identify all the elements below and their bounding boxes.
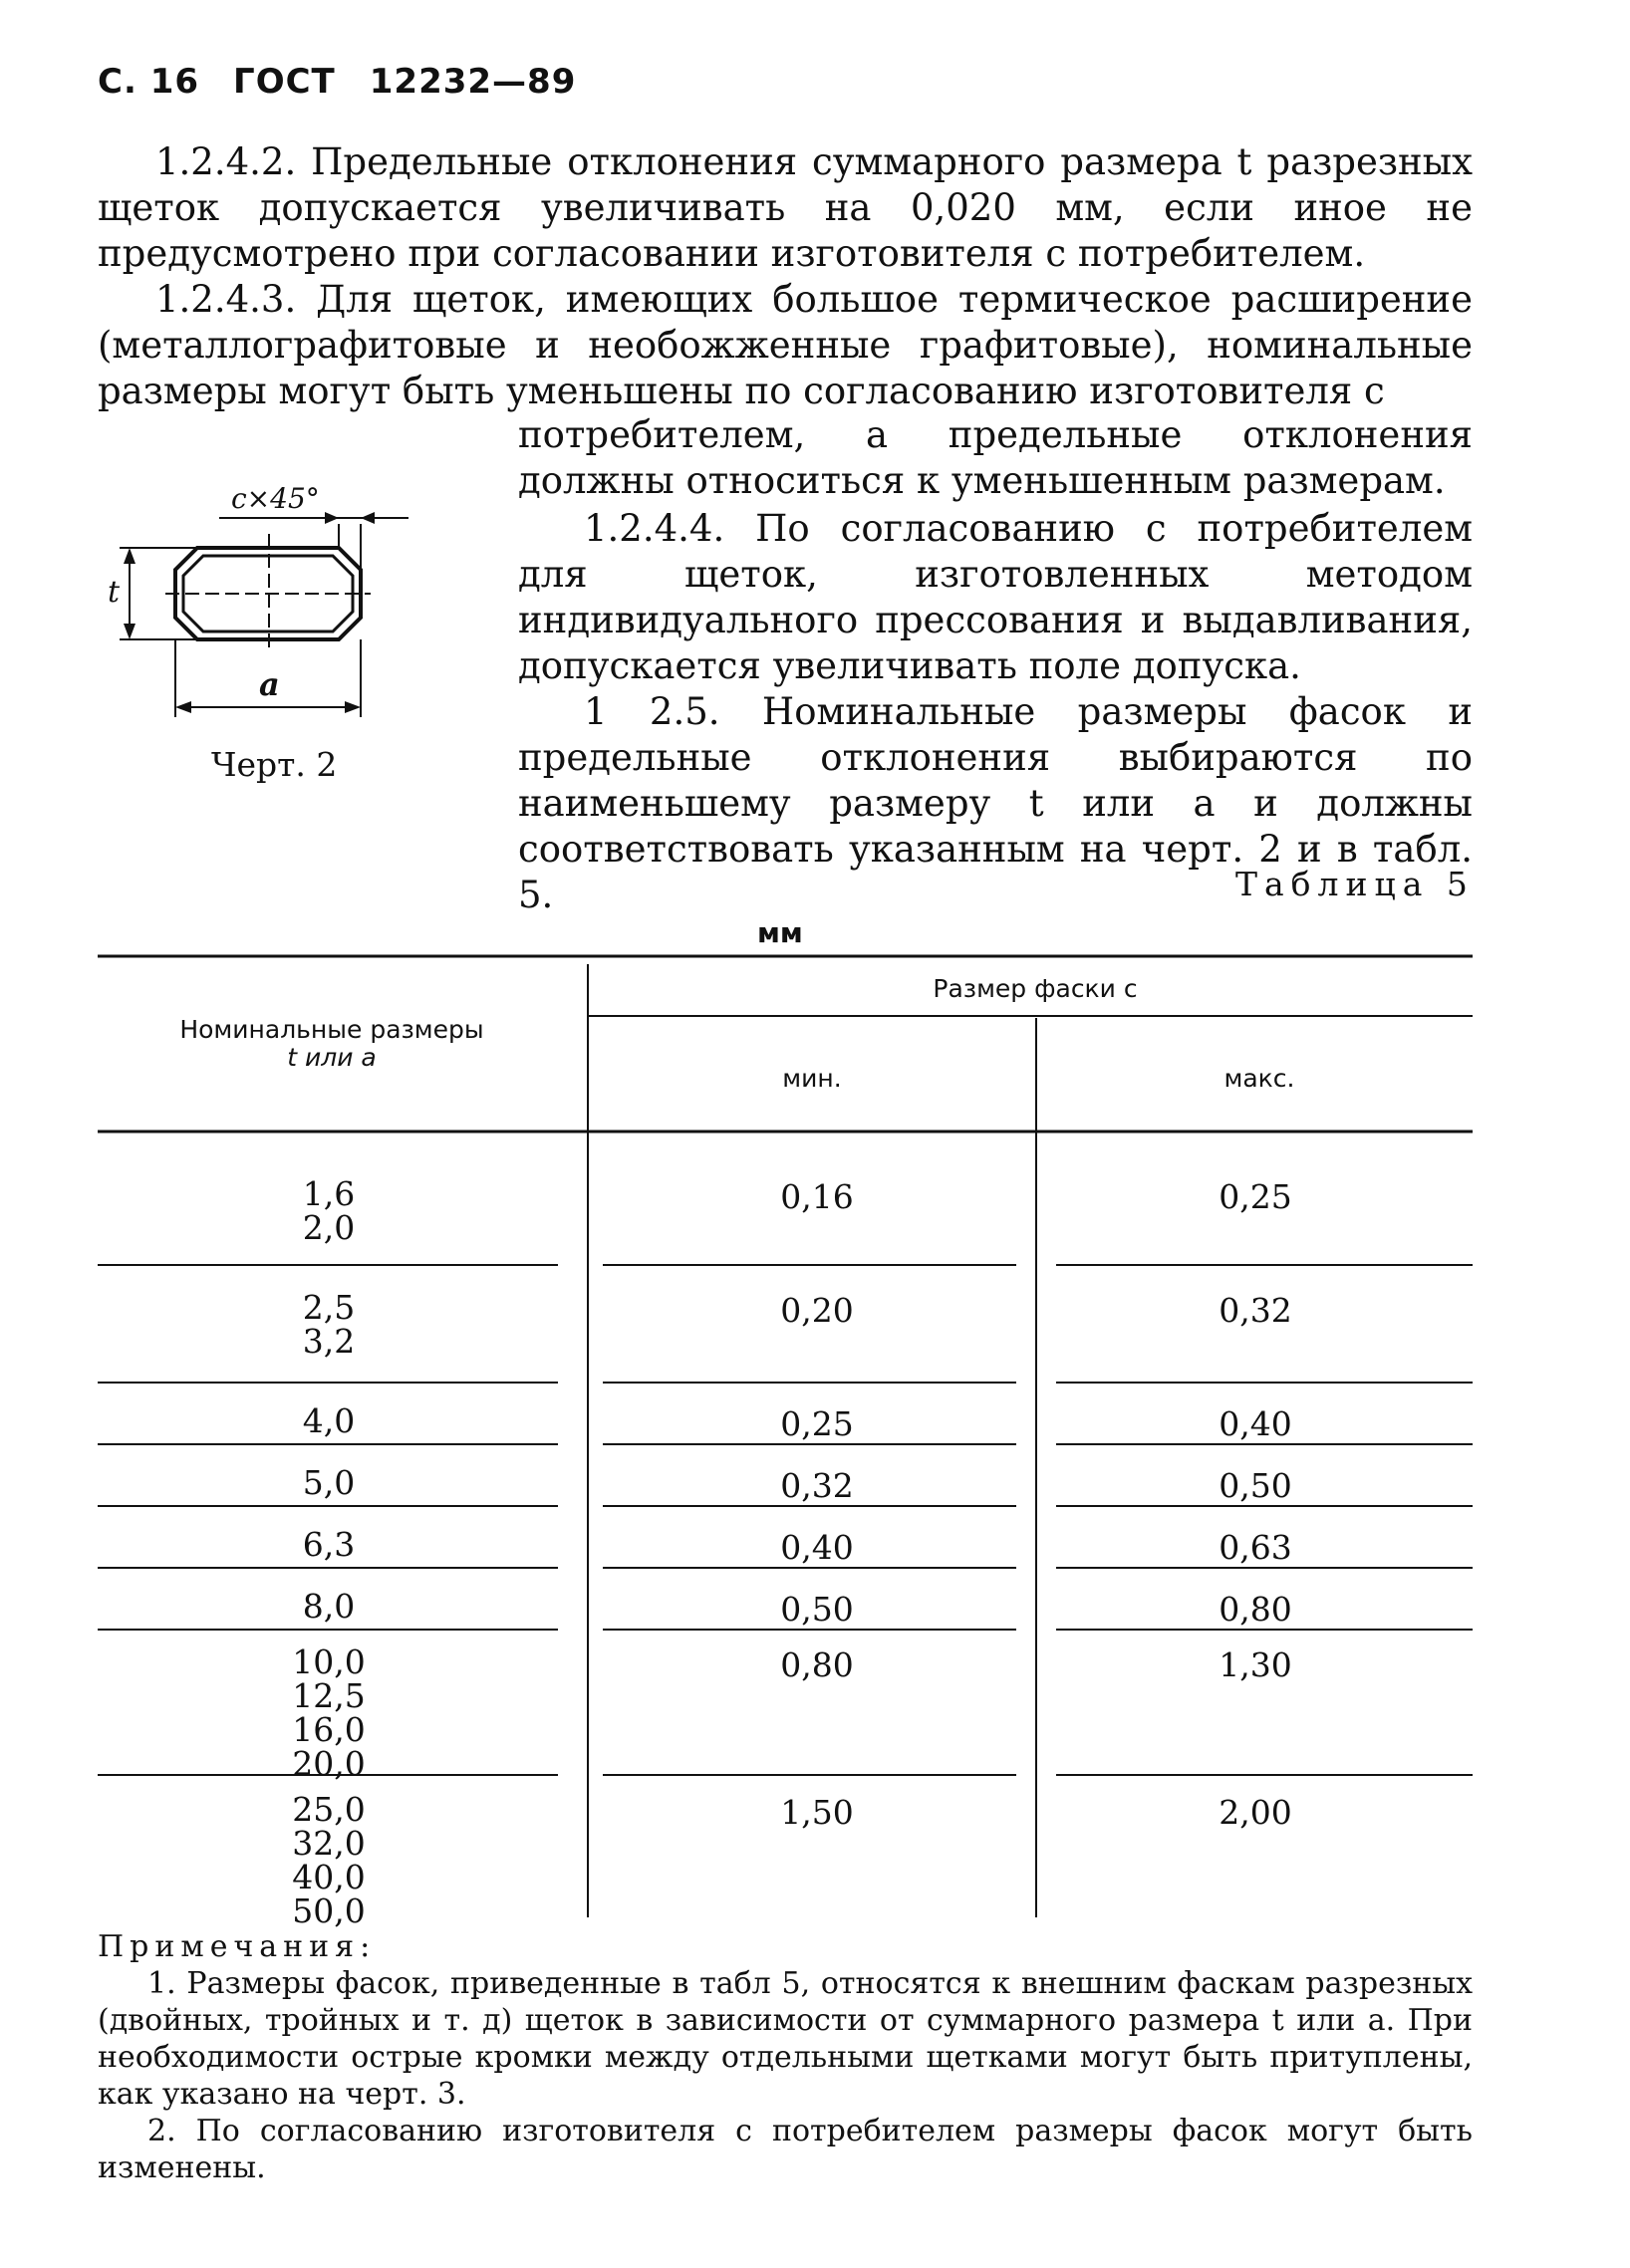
col-nominal-header bbox=[98, 1016, 566, 1072]
row-min-cell: 1,50 bbox=[780, 1793, 854, 1832]
notes-title: Примечания: bbox=[98, 1929, 377, 1964]
table-title: Таблица 5 bbox=[1235, 865, 1475, 903]
row-size-value: 10,0 bbox=[292, 1642, 366, 1681]
note-1: 1. Размеры фасок, приведенные в табл 5, относятся к внешним фаскам разрезных (двойных, тройных и т. д) щеток в зависимости от суммарного размера t или a. При необходимости острые кромки между отдельными щетками могут быть притуплены, как указано на черт. 3. bbox=[98, 1966, 1473, 2112]
row-sizes-cell bbox=[249, 1401, 408, 1440]
col-min-header: мин. bbox=[782, 1064, 842, 1093]
row-size-value: 4,0 bbox=[302, 1401, 356, 1440]
row-min-cell: 0,32 bbox=[780, 1466, 854, 1505]
page-number: С. 16 bbox=[98, 62, 200, 102]
standard-number: 12232—89 bbox=[369, 62, 577, 102]
row-size-value: 5,0 bbox=[302, 1463, 356, 1502]
label-chamfer: c×45° bbox=[231, 482, 320, 515]
row-size-value: 20,0 bbox=[292, 1744, 366, 1783]
label-t: t bbox=[108, 575, 121, 610]
table-units: мм bbox=[757, 916, 803, 949]
row-max-cell: 0,63 bbox=[1219, 1528, 1292, 1567]
label-a: a bbox=[259, 665, 280, 703]
row-min-cell: 0,80 bbox=[780, 1645, 854, 1684]
row-min-cell: 0,20 bbox=[780, 1291, 854, 1330]
chamfer-drawing bbox=[100, 468, 438, 727]
note-2: 2. По согласованию изготовителя с потребителем размеры фасок могут быть изменены. bbox=[98, 2114, 1473, 2185]
figure-caption: Черт. 2 bbox=[211, 745, 338, 784]
row-sizes-cell bbox=[249, 1525, 408, 1564]
row-size-value: 2,5 bbox=[302, 1288, 356, 1327]
row-min-cell: 0,16 bbox=[780, 1177, 854, 1216]
row-size-value: 40,0 bbox=[292, 1858, 366, 1896]
row-size-value: 6,3 bbox=[302, 1525, 356, 1564]
row-sizes-cell bbox=[249, 1174, 408, 1247]
row-sizes-cell bbox=[249, 1463, 408, 1502]
paragraph-1-2-5: 1 2.5. Номинальные размеры фасок и предельные отклонения выбираются по наименьшему размеру t или a и должны соответствовать указанным на черт. 2 и в табл. 5. bbox=[518, 690, 1473, 916]
row-size-value: 25,0 bbox=[292, 1790, 366, 1829]
row-size-value: 2,0 bbox=[302, 1208, 356, 1247]
row-max-cell: 0,40 bbox=[1219, 1404, 1292, 1443]
paragraph-1-2-4-3: 1.2.4.3. Для щеток, имеющих большое термическое расширение (металлографитовые и необожженные графитовые), номинальные размеры могут быть уменьшены по согласованию изготовителя с bbox=[98, 278, 1473, 412]
row-size-value: 12,5 bbox=[292, 1676, 366, 1715]
row-max-cell: 0,50 bbox=[1219, 1466, 1292, 1505]
page-header bbox=[98, 62, 610, 102]
row-min-cell: 0,50 bbox=[780, 1590, 854, 1629]
col-nominal-header-line1: Номинальные размеры bbox=[179, 1015, 484, 1044]
row-size-value: 16,0 bbox=[292, 1710, 366, 1749]
row-sizes-cell bbox=[249, 1288, 408, 1361]
row-max-cell: 0,25 bbox=[1219, 1177, 1292, 1216]
row-size-value: 32,0 bbox=[292, 1824, 366, 1863]
standard-label: ГОСТ bbox=[233, 62, 336, 102]
group-header-chamfer: Размер фаски c bbox=[933, 974, 1138, 1003]
row-max-cell: 0,32 bbox=[1219, 1291, 1292, 1330]
row-max-cell: 1,30 bbox=[1219, 1645, 1292, 1684]
row-size-value: 8,0 bbox=[302, 1587, 356, 1626]
paragraph-1-2-4-2: 1.2.4.2. Предельные отклонения суммарного размера t разрезных щеток допускается увеличивать на 0,020 мм, если иное не предусмотрено при согласовании изготовителя с потребителем. bbox=[98, 140, 1473, 275]
row-sizes-cell bbox=[249, 1790, 408, 1930]
col-nominal-header-line2: t или a bbox=[287, 1043, 377, 1072]
paragraph-1-2-4-3-continued: потребителем, а предельные отклонения должны относиться к уменьшенным размерам. bbox=[518, 413, 1473, 502]
row-min-cell: 0,40 bbox=[780, 1528, 854, 1567]
row-max-cell: 2,00 bbox=[1219, 1793, 1292, 1832]
row-size-value: 1,6 bbox=[302, 1174, 356, 1213]
row-size-value: 50,0 bbox=[292, 1891, 366, 1930]
notes-section bbox=[98, 1928, 1473, 2186]
row-min-cell: 0,25 bbox=[780, 1404, 854, 1443]
paragraph-1-2-4-4: 1.2.4.4. По согласованию с потребителем для щеток, изготовленных методом индивидуального прессования и выдавливания, допускается увеличивать поле допуска. bbox=[518, 507, 1473, 687]
row-sizes-cell bbox=[249, 1642, 408, 1783]
row-max-cell: 0,80 bbox=[1219, 1590, 1292, 1629]
row-size-value: 3,2 bbox=[302, 1322, 356, 1361]
col-max-header: макс. bbox=[1223, 1064, 1295, 1093]
row-sizes-cell bbox=[249, 1587, 408, 1626]
